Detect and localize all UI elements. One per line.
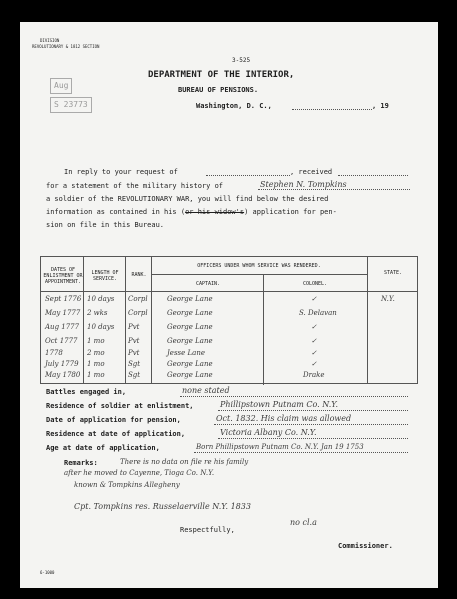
date-blank xyxy=(292,109,372,110)
location-label: Washington, D. C., xyxy=(196,102,272,110)
row-3-length: 1 mo xyxy=(87,337,105,345)
col-divider-2 xyxy=(125,257,126,383)
row-3-date: Oct 1777 xyxy=(45,337,78,345)
header-state: STATE. xyxy=(383,270,403,276)
row-5-captain: George Lane xyxy=(167,360,213,368)
row-1-rank: Corpl xyxy=(128,309,148,317)
residence-enlistment-line xyxy=(218,410,408,411)
row-2-date: Aug 1777 xyxy=(45,323,80,331)
request-date-blank xyxy=(206,175,290,176)
col-divider-3 xyxy=(151,257,152,383)
header-rank: RANK. xyxy=(131,272,147,278)
pension-document xyxy=(20,22,438,588)
intro-received-label: , received xyxy=(290,168,333,176)
row-0-colonel: ✓ xyxy=(311,295,317,303)
bottom-note: Cpt. Tompkins res. Russelaerville N.Y. 1833 xyxy=(74,502,251,511)
commissioner-label: Commissioner. xyxy=(338,542,393,550)
residence-application-value: Victoria Albany Co. N.Y. xyxy=(220,428,317,437)
row-6-colonel: Drake xyxy=(303,371,325,379)
row-4-rank: Pvt xyxy=(128,349,140,357)
soldier-name-line xyxy=(258,189,410,190)
row-3-rank: Pvt xyxy=(128,337,140,345)
col-divider-4 xyxy=(367,257,368,383)
widow-strike: or his widow's xyxy=(185,208,245,216)
soldier-name: Stephen N. Tompkins xyxy=(260,180,347,189)
row-5-colonel: ✓ xyxy=(311,360,317,368)
row-5-rank: Sgt xyxy=(128,360,141,368)
stamp-line-1: Aug xyxy=(50,78,72,94)
row-6-captain: George Lane xyxy=(167,371,213,379)
bureau-title: BUREAU OF PENSIONS. xyxy=(178,86,259,94)
signature: no cl.a xyxy=(290,518,317,527)
row-4-date: 1778 xyxy=(45,349,63,357)
intro-line-3: a soldier of the REVOLUTIONARY WAR, you will find below the desired xyxy=(46,195,329,203)
section-label: REVOLUTIONARY & 1812 SECTION xyxy=(32,44,100,49)
header-divider xyxy=(41,291,417,292)
row-4-length: 2 mo xyxy=(87,349,105,357)
remarks-label: Remarks: xyxy=(64,459,98,467)
residence-application-label: Residence at date of application, xyxy=(46,430,186,438)
header-officers: OFFICERS UNDER WHOM SERVICE WAS RENDERED. xyxy=(197,263,321,269)
residence-application-line xyxy=(218,438,408,439)
date-application-label: Date of application for pension, xyxy=(46,416,181,424)
intro-history-label: for a statement of the military history of xyxy=(46,182,224,190)
year-label: , 19 xyxy=(372,102,389,110)
row-3-captain: George Lane xyxy=(167,337,213,345)
header-length: LENGTH OF SERVICE. xyxy=(91,270,119,282)
intro-line-4b: ) application for pen- xyxy=(244,208,337,216)
intro-line-4 xyxy=(46,208,337,217)
intro-request-label: In reply to your request of xyxy=(64,168,178,176)
row-2-colonel: ✓ xyxy=(311,323,317,331)
form-number: 3-525 xyxy=(232,57,251,64)
remarks-line-1: There is no data on file re his family xyxy=(120,458,249,466)
row-6-date: May 1780 xyxy=(45,371,81,379)
file-stamp xyxy=(50,78,98,118)
division-label: DIVISION xyxy=(40,38,60,43)
age-label: Age at date of application, xyxy=(46,444,160,452)
intro-line-5: sion on file in this Bureau. xyxy=(46,221,165,229)
row-3-colonel: ✓ xyxy=(311,337,317,345)
row-2-length: 10 days xyxy=(87,323,115,331)
intro-line-4a: information as contained in his ( xyxy=(46,208,186,216)
row-6-rank: Sgt xyxy=(128,371,141,379)
header-captain: CAPTAIN. xyxy=(195,281,221,287)
closing-text: Respectfully, xyxy=(180,526,235,534)
stamp-line-2: S 23773 xyxy=(50,97,92,113)
row-1-colonel: S. Delavan xyxy=(299,309,337,317)
row-1-date: May 1777 xyxy=(45,309,81,317)
age-line xyxy=(194,452,408,453)
row-0-date: Sept 1776 xyxy=(45,295,82,303)
officers-divider xyxy=(151,274,367,275)
header-dates: DATES OF ENLISTMENT OR APPOINTMENT. xyxy=(43,267,83,285)
residence-enlistment-value: Phillipstown Putnam Co. N.Y. xyxy=(220,400,339,409)
row-1-length: 2 wks xyxy=(87,309,108,317)
battles-value: none stated xyxy=(182,386,230,395)
date-application-value: Oct. 1832. His claim was allowed xyxy=(216,414,352,423)
battles-label: Battles engaged in, xyxy=(46,388,127,396)
row-2-captain: George Lane xyxy=(167,323,213,331)
remarks-line-2: after he moved to Cayenne, Tioga Co. N.Y. xyxy=(64,469,215,477)
captain-colonel-divider xyxy=(263,274,264,385)
department-title: DEPARTMENT OF THE INTERIOR, xyxy=(148,70,295,80)
row-2-rank: Pvt xyxy=(128,323,140,331)
row-1-captain: George Lane xyxy=(167,309,213,317)
row-0-state: N.Y. xyxy=(381,295,395,303)
battles-line xyxy=(180,396,408,397)
date-application-line xyxy=(214,424,408,425)
residence-enlistment-label: Residence of soldier at enlistment, xyxy=(46,402,194,410)
row-4-captain: Jesse Lane xyxy=(167,349,205,357)
received-date-blank xyxy=(338,175,408,176)
row-5-length: 1 mo xyxy=(87,360,105,368)
row-6-length: 1 mo xyxy=(87,371,105,379)
row-0-length: 10 days xyxy=(87,295,115,303)
header-colonel: COLONEL. xyxy=(302,281,328,287)
footer-code: 6-1000 xyxy=(40,570,55,575)
row-0-rank: Corpl xyxy=(128,295,148,303)
row-5-date: July 1779 xyxy=(45,360,79,368)
col-divider-1 xyxy=(83,257,84,383)
row-0-captain: George Lane xyxy=(167,295,213,303)
row-4-colonel: ✓ xyxy=(311,349,317,357)
service-table xyxy=(40,256,418,384)
age-value: Born Phillipstown Putnam Co. N.Y. Jan 19 1753 xyxy=(196,443,364,451)
remarks-line-3: known & Tompkins Allegheny xyxy=(74,481,180,489)
